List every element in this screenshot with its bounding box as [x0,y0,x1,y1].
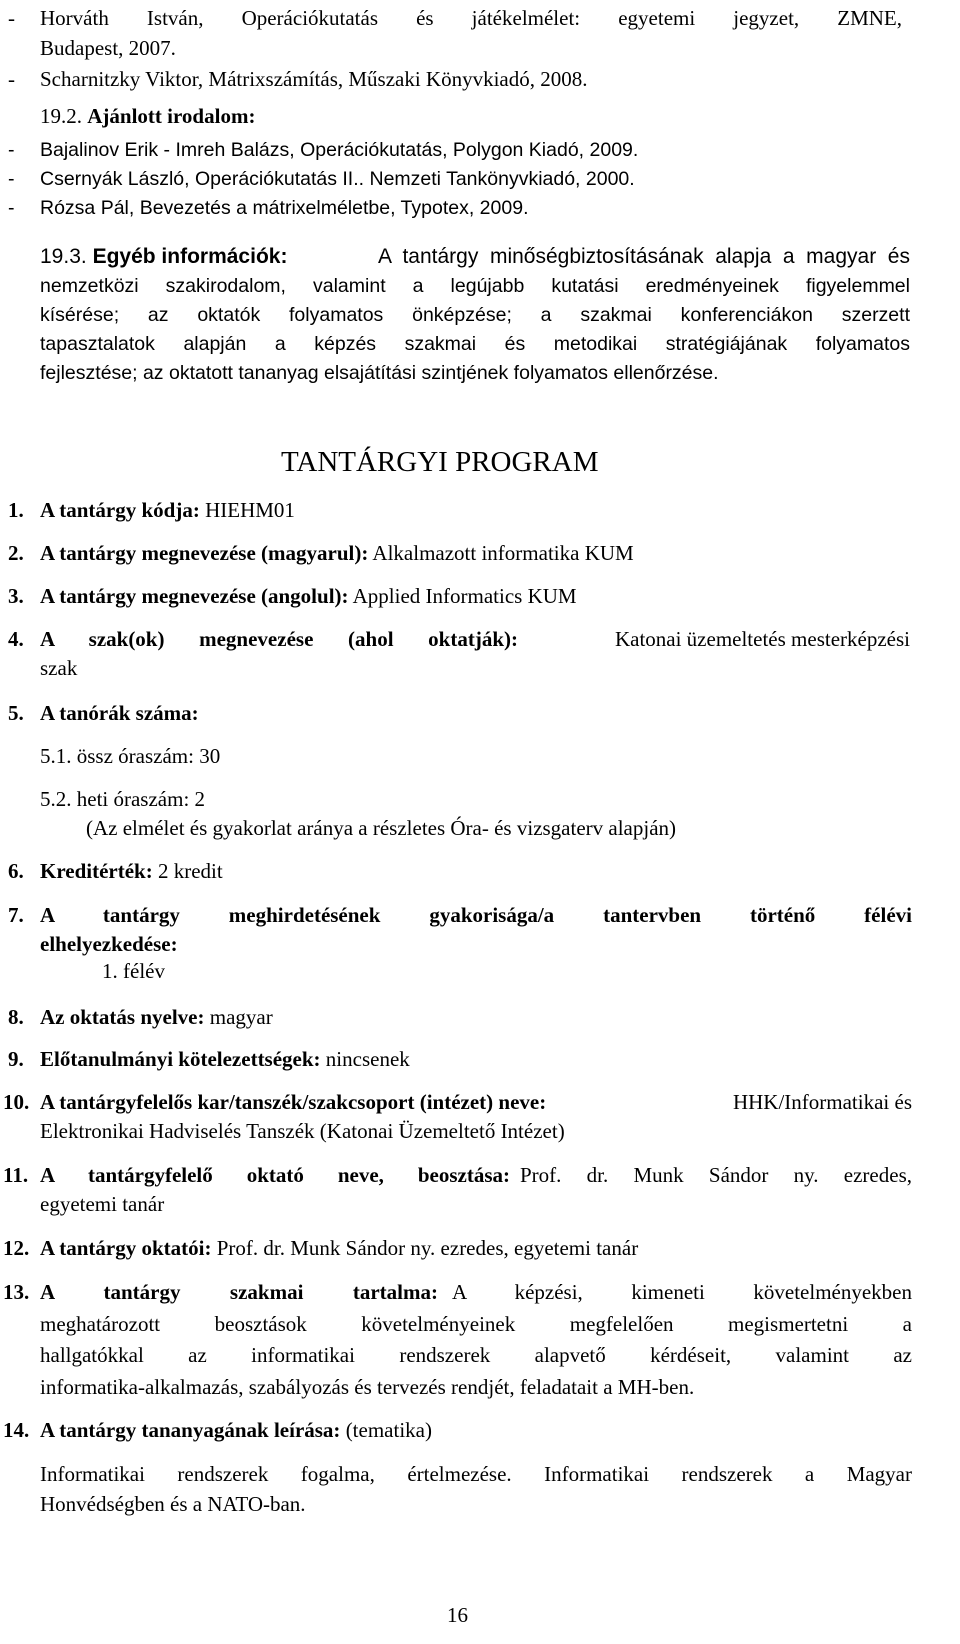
item-label: A tantárgy tananyagának leírása: [40,1418,341,1442]
sub-item-note: (Az elmélet és gyakorlat aránya a részletes Óra- és vizsgaterv alapján) [86,816,677,840]
item-value: 2 kredit [157,859,223,883]
item-2 [40,540,634,566]
item-label: A tantárgy megnevezése (magyarul): [40,541,369,565]
item-number: 4. [8,627,24,651]
reference-text-continued: Budapest, 2007. [40,36,176,60]
item-number: 11. [3,1163,29,1187]
item-12 [40,1235,638,1261]
item-number: 13. [3,1280,30,1304]
section-number: 19.2. [40,104,82,128]
item-label: A tanórák száma: [40,701,199,725]
list-dash: - [8,197,15,219]
item-value: Prof. dr. Munk Sándor ny. ezredes, egyetemi tanár [216,1236,639,1260]
item-number: 10. [3,1090,30,1114]
sub-item: 5.2. heti óraszám: 2 [40,787,206,811]
section-number: 19.3. [40,245,87,268]
item-14 [40,1417,432,1443]
item-label: Előtanulmányi kötelezettségek: [40,1047,321,1071]
section-title: Ajánlott irodalom: [87,104,256,128]
item-label: A tantárgyfelelős kar/tanszék/szakcsoport (intézet) neve: [40,1090,547,1114]
recommended-text: Rózsa Pál, Bevezetés a mátrixelméletbe, Typotex, 2009. [40,197,529,219]
list-dash: - [8,67,15,91]
other-info-text: fejlesztése; az oktatott tananyag elsajátítási szintjének folyamatos ellenőrzése. [40,362,719,384]
item-number: 8. [8,1005,24,1029]
item-label: A tantárgy szakmai tartalma: [40,1280,438,1304]
list-dash: - [8,139,15,161]
item-1 [40,497,295,523]
item-label: A tantárgyfelelő oktató neve, beosztása: [40,1163,510,1187]
item-label: A tantárgy meghirdetésének gyakorisága/a tantervben történő félévi [40,903,912,927]
item-value: (tematika) [345,1418,432,1442]
item-number: 14. [3,1418,30,1442]
other-info-lead [40,244,287,270]
other-info-text: A tantárgy minőségbiztosításának alapja a magyar és [378,245,910,268]
item-label: A tantárgy megnevezése (angolul): [40,584,349,608]
item-text: Honvédségben és a NATO-ban. [40,1492,306,1516]
item-text: Informatikai rendszerek fogalma, értelmezése. Informatikai rendszerek a Magyar [40,1462,912,1486]
item-label: A szak(ok) megnevezése (ahol oktatják): [40,627,518,651]
item-4 [40,626,910,652]
page-number: 16 [447,1603,468,1627]
item-value: magyar [209,1005,273,1029]
item-value: A képzési, kimeneti követelményekben [452,1280,912,1304]
item-9 [40,1046,410,1072]
item-value-continued: Elektronikai Hadviselés Tanszék (Katonai Üzemeltető Intézet) [40,1119,565,1143]
item-value-continued: szak [40,656,78,680]
item-6 [40,858,223,884]
item-value: HIEHM01 [205,498,295,522]
program-title: TANTÁRGYI PROGRAM [281,446,599,478]
recommended-item [8,166,635,192]
reference-item [8,5,902,31]
list-dash: - [8,168,15,190]
item-number: 5. [8,701,24,725]
item-value: 1. félév [102,959,165,983]
other-info-text: nemzetközi szakirodalom, valamint a legújabb kutatási eredményeinek figyelemmel [40,275,910,297]
item-number: 7. [8,903,24,927]
section-title: Egyéb információk: [92,245,288,268]
other-info-text: tapasztalatok alapján a képzés szakmai és metodikai stratégiájának folyamatos [40,333,910,355]
item-number: 3. [8,584,24,608]
item-3 [40,583,577,609]
recommended-text: Csernyák László, Operációkutatás II.. Nemzeti Tankönyvkiadó, 2000. [40,168,635,190]
item-label-continued: elhelyezkedése: [40,932,178,956]
item-value-continued: egyetemi tanár [40,1192,165,1216]
other-info-first-line [40,244,910,270]
list-dash: - [8,6,15,30]
other-info-text: kísérése; az oktatók folyamatos önképzése; a szakmai konferenciákon szerzett [40,304,910,326]
recommended-item [8,137,638,163]
item-value: Prof. dr. Munk Sándor ny. ezredes, [520,1163,912,1187]
item-11 [40,1162,912,1188]
reference-text: Horváth István, Operációkutatás és játékelmélet: egyetemi jegyzet, ZMNE, [40,6,902,30]
item-text: meghatározott beosztások követelményeinek megfelelően megismertetni a [40,1312,912,1336]
reference-item [8,66,588,92]
item-8 [40,1004,273,1030]
recommended-item [8,195,528,221]
item-text: hallgatókkal az informatikai rendszerek alapvető kérdéseit, valamint az [40,1343,912,1367]
item-13 [40,1279,912,1305]
item-number: 2. [8,541,24,565]
item-label: Az oktatás nyelve: [40,1005,205,1029]
item-value: nincsenek [325,1047,410,1071]
item-number: 6. [8,859,24,883]
item-label: Kreditérték: [40,859,153,883]
item-10 [40,1089,912,1115]
item-text: informatika-alkalmazás, szabályozás és tervezés rendjét, feladatait a MH-ben. [40,1375,695,1399]
item-number: 12. [3,1236,30,1260]
item-value: Katonai üzemeltetés mesterképzési [614,627,910,651]
item-number: 9. [8,1047,24,1071]
item-label: A tantárgy kódja: [40,498,200,522]
item-value: Applied Informatics KUM [352,584,577,608]
recommended-heading [40,103,255,129]
reference-text: Scharnitzky Viktor, Mátrixszámítás, Műszaki Könyvkiadó, 2008. [40,67,588,91]
item-number: 1. [8,498,24,522]
item-value: Alkalmazott informatika KUM [372,541,634,565]
recommended-text: Bajalinov Erik - Imreh Balázs, Operációkutatás, Polygon Kiadó, 2009. [40,139,639,161]
sub-item: 5.1. össz óraszám: 30 [40,744,221,768]
item-label: A tantárgy oktatói: [40,1236,212,1260]
item-value: HHK/Informatikai és [732,1090,912,1114]
